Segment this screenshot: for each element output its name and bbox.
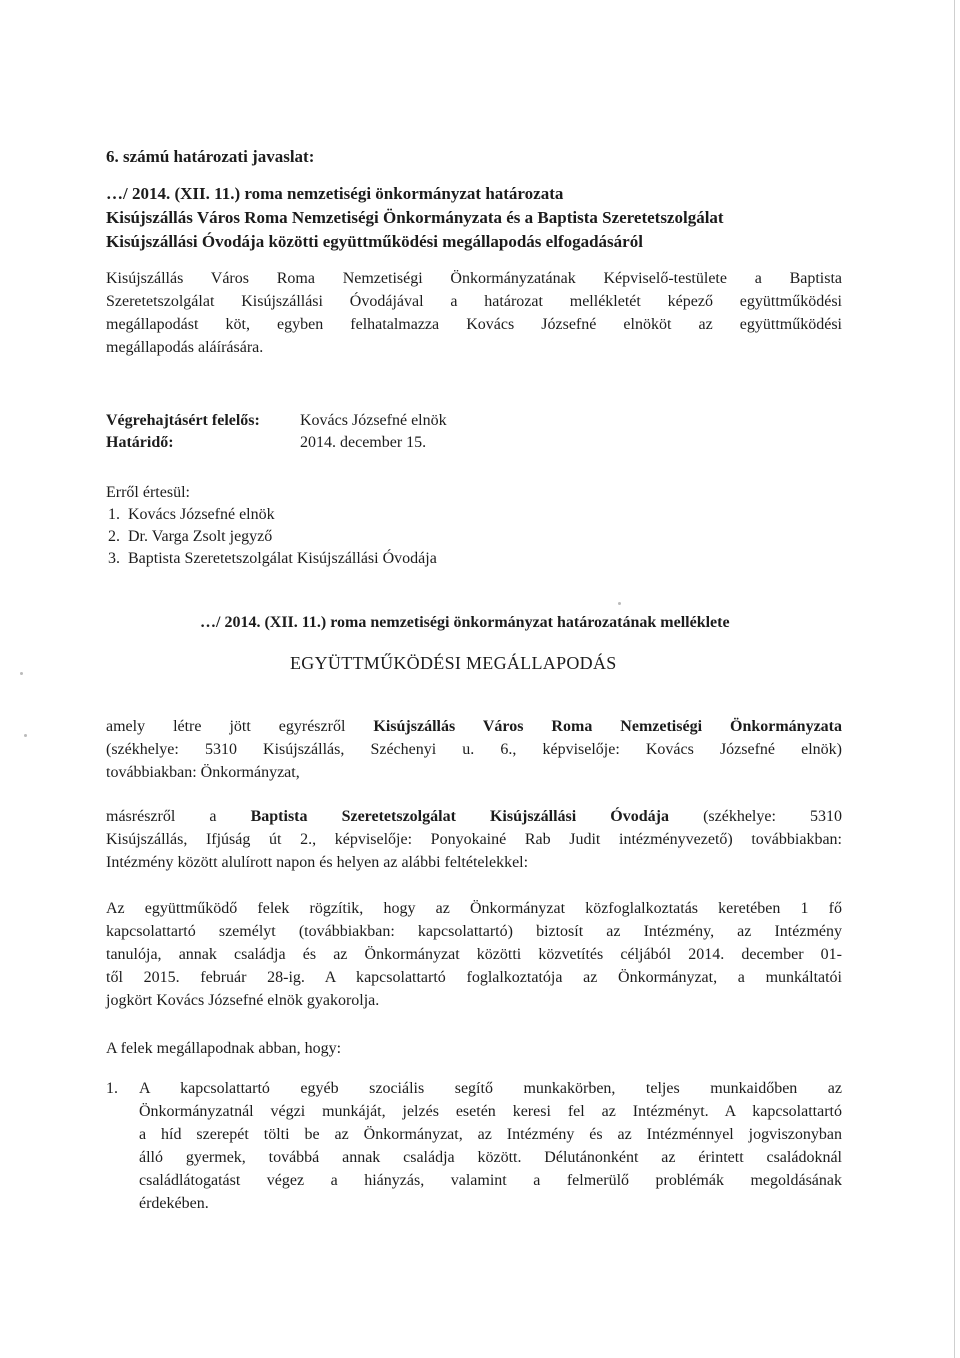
scan-speck (24, 734, 27, 737)
responsibility-block (106, 410, 842, 454)
paragraph-line: től 2015. február 28-ig. A kapcsolattartó foglalkoztatója az Önkormányzat, a munkáltatói (106, 969, 842, 986)
item-text (139, 1077, 842, 1215)
resolution-heading (106, 182, 842, 254)
notify-item: 2. Dr. Varga Zsolt jegyző (124, 526, 842, 548)
party-two-seat: (székhelye: 5310 (668, 808, 843, 825)
notify-item: 1. Kovács Józsefné elnök (124, 504, 842, 526)
resolution-heading-line: Kisújszállási Óvodája közötti együttműködési megállapodás elfogadásáról (106, 232, 643, 251)
paragraph-line: Kisújszállás, Ifjúság út 2., képviselője: Ponyokainé Rab Judit intézményvezető) továbbiakban: (106, 831, 842, 848)
deadline-value: 2014. december 15. (300, 434, 427, 451)
paragraph-line: jogkört Kovács Józsefné elnök gyakorolja. (106, 992, 380, 1009)
item-number: 1. (106, 1080, 118, 1097)
item-line: A kapcsolattartó egyéb szociális segítő munkakörben, teljes munkaidőben az (139, 1080, 842, 1097)
party-two-name: Baptista Szeretetszolgálat Kisújszállási Óvodája (250, 808, 669, 825)
deadline-row (106, 432, 842, 454)
contact-person-paragraph (106, 897, 842, 1012)
paragraph-line: tanulója, annak családja és az Önkormányzat közötti közvetítés céljából 2014. december 01- (106, 946, 842, 963)
resolution-heading-line: …/ 2014. (XII. 11.) roma nemzetiségi önkormányzat határozata (106, 184, 564, 203)
item-line: Önkormányzatnál végzi munkáját, jelzés esetén keresi fel az Intézményt. A kapcsolattartó (139, 1103, 842, 1120)
responsible-value: Kovács Józsefné elnök (300, 412, 447, 429)
resolution-body-line: megállapodás aláírására. (106, 339, 264, 356)
deadline-label: Határidő: (106, 434, 174, 451)
scan-speck (20, 672, 23, 675)
notify-list (106, 504, 842, 570)
paragraph-line: Intézmény között alulírott napon és helyen az alábbi feltételekkel: (106, 854, 529, 871)
paragraph-line (106, 715, 842, 738)
notify-label: Erről értesül: (106, 484, 190, 501)
party-one-intro: amely létre jött egyrészről (106, 718, 374, 735)
annex-title: …/ 2014. (XII. 11.) roma nemzetiségi önkormányzat határozatának melléklete (200, 614, 730, 631)
notify-item: 3. Baptista Szeretetszolgálat Kisújszállási Óvodája (124, 548, 842, 570)
responsible-label: Végrehajtásért felelős: (106, 412, 260, 429)
scan-speck (618, 602, 621, 605)
paragraph-line: továbbiakban: Önkormányzat, (106, 764, 300, 781)
party-one-paragraph (106, 715, 842, 784)
party-two-paragraph (106, 805, 842, 874)
party-two-intro: másrészről a (106, 808, 251, 825)
agreement-title: EGYÜTTMŰKÖDÉSI MEGÁLLAPODÁS (290, 653, 617, 673)
resolution-heading-line: Kisújszállás Város Roma Nemzetiségi Önkormányzata és a Baptista Szeretetszolgálat (106, 208, 724, 227)
agreement-intro: A felek megállapodnak abban, hogy: (106, 1040, 342, 1057)
responsible-row (106, 410, 842, 432)
scan-edge-line (954, 0, 955, 1358)
item-line: álló gyermek, továbbá annak családja között. Délutánonként az érintett családoknál (139, 1149, 842, 1166)
party-one-name: Kisújszállás Város Roma Nemzetiségi Önkormányzata (373, 718, 842, 735)
notify-block (106, 482, 842, 570)
proposal-title: 6. számú határozati javaslat: (106, 147, 315, 166)
paragraph-line (106, 805, 842, 828)
paragraph-line: (székhelye: 5310 Kisújszállás, Széchenyi u. 6., képviselője: Kovács Józsefné elnök) (106, 741, 842, 758)
item-line: érdekében. (139, 1195, 209, 1212)
resolution-body-line: Kisújszállás Város Roma Nemzetiségi Önkormányzatának Képviselő-testülete a Baptista (106, 270, 842, 287)
resolution-body-line: megállapodást köt, egyben felhatalmazza Kovács Józsefné elnököt az együttműködési (106, 316, 842, 333)
paragraph-line: kapcsolattartó személyt (továbbiakban: kapcsolattartó) biztosít az Intézmény, az Intézmény (106, 923, 842, 940)
resolution-body (106, 267, 842, 359)
item-line: családlátogatást végez a hiányzás, valamint a felmerülő problémák megoldásának (139, 1172, 842, 1189)
resolution-body-line: Szeretetszolgálat Kisújszállási Óvodájával a határozat mellékletét képező együttműködési (106, 293, 842, 310)
paragraph-line: Az együttműködő felek rögzítik, hogy az Önkormányzat közfoglalkoztatás keretében 1 fő (106, 900, 842, 917)
item-line: a híd szerepét tölti be az Önkormányzat, az Intézmény és az Intézménnyel jogviszonyban (139, 1126, 842, 1143)
